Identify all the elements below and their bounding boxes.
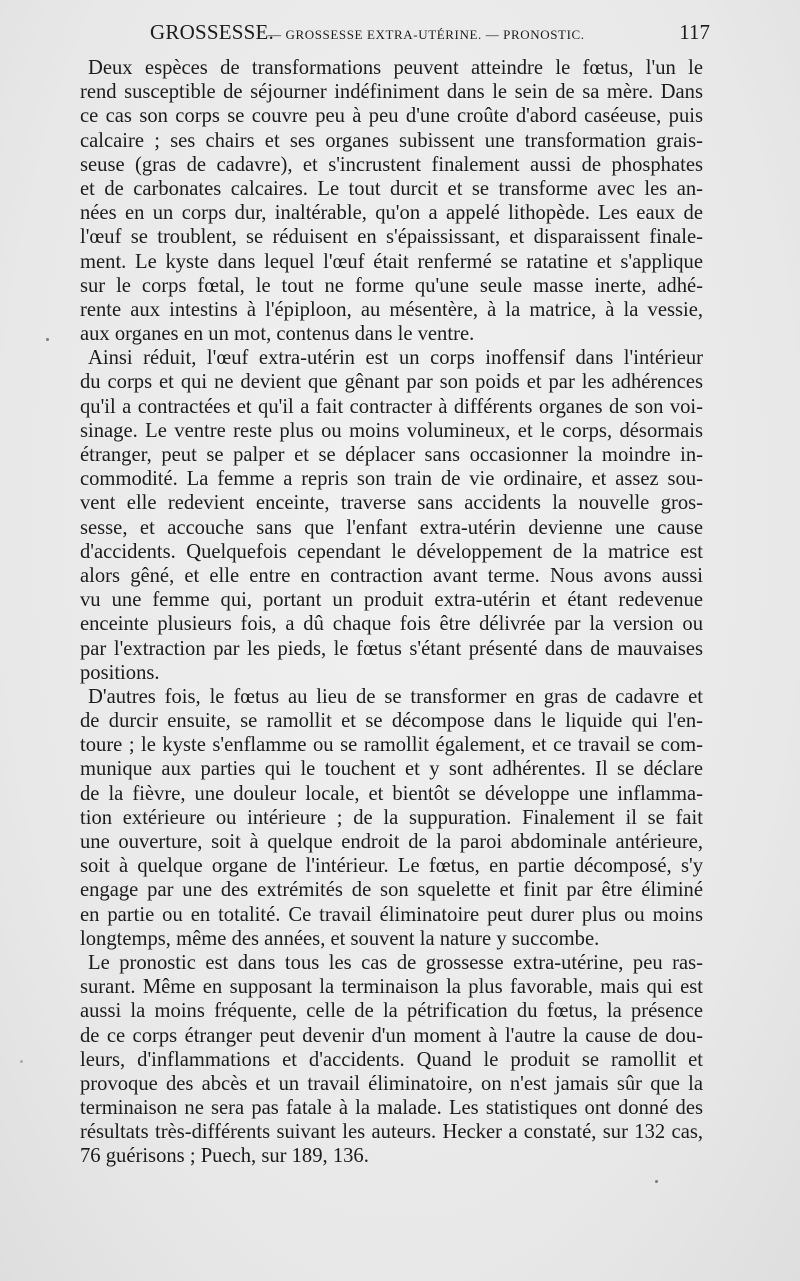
body-text xyxy=(80,56,703,1169)
paragraph-transformations xyxy=(80,56,703,346)
text-line: sinage. Le ventre reste plus ou moins volumineux, et le corps, désormais xyxy=(80,419,703,442)
text-line: étranger, peut se palper et se déplacer sans occasionner la moindre in- xyxy=(80,444,703,466)
paragraph-pronostic xyxy=(80,951,703,1169)
text-line: munique aux parties qui le touchent et y sont adhérentes. Il se déclare xyxy=(80,758,703,781)
text-line: ce cas son corps se couvre peu à peu d'une croûte d'abord caséeuse, puis xyxy=(80,105,703,128)
text-line: alors gêné, et elle entre en contraction avant terme. Nous avons aussi xyxy=(80,564,703,587)
text-line: seuse (gras de cadavre), et s'incrustent finalement aussi de phosphates xyxy=(80,153,703,176)
text-line: longtemps, même des années, et souvent la nature y succombe. xyxy=(80,927,600,950)
text-line: toure ; le kyste s'enflamme ou se ramollit également, et ce travail se com- xyxy=(80,734,703,757)
text-line: Ainsi réduit, l'œuf extra-utérin est un corps inoffensif dans l'intérieur xyxy=(88,347,703,370)
text-line: résultats très-différents suivant les auteurs. Hecker a constaté, sur 132 cas, xyxy=(80,1121,703,1144)
text-line: commodité. La femme a repris son train de vie ordinaire, et assez sou- xyxy=(80,468,703,491)
text-line: l'œuf se troublent, se réduisent en s'épaississant, et disparaissent finale- xyxy=(80,226,703,249)
text-line: aux organes en un mot, contenus dans le ventre. xyxy=(80,323,475,346)
ink-speck xyxy=(655,1180,658,1183)
text-line: ment. Le kyste dans lequel l'œuf était renfermé se ratatine et s'applique xyxy=(80,250,703,273)
text-line: une ouverture, soit à quelque endroit de la paroi abdominale antérieure, xyxy=(80,831,703,853)
text-line: rente aux intestins à l'épiploon, au mésentère, à la matrice, à la vessie, xyxy=(80,298,703,321)
text-line: Le pronostic est dans tous les cas de grossesse extra-utérine, peu ras- xyxy=(88,951,703,974)
page-header xyxy=(150,18,710,48)
text-line: provoque des abcès et un travail éliminatoire, on n'est jamais sûr que la xyxy=(80,1072,703,1095)
text-line: engage par une des extrémités de son squelette et finit par être éliminé xyxy=(80,879,703,902)
page-number: 117 xyxy=(679,20,710,44)
text-line: enceinte plusieurs fois, a dû chaque fois être délivrée par la version ou xyxy=(80,613,703,636)
text-line: rend susceptible de séjourner indéfiniment dans le sein de sa mère. Dans xyxy=(80,81,703,104)
text-line: du corps et qui ne devient que gênant par son poids et par les adhérences xyxy=(80,371,703,394)
text-line: sur le corps fœtal, le tout ne forme qu'une seule masse inerte, adhé- xyxy=(80,274,703,297)
text-line: positions. xyxy=(80,661,160,684)
text-line: en partie ou en totalité. Ce travail éliminatoire peut durer plus ou moins xyxy=(80,903,703,926)
text-line: vent elle redevient enceinte, traverse sans accidents la nouvelle gros- xyxy=(80,492,703,515)
text-line: leurs, d'inflammations et d'accidents. Quand le produit se ramollit et xyxy=(80,1048,703,1071)
text-line: sesse, et accouche sans que l'enfant extra-utérin devienne une cause xyxy=(80,516,703,539)
text-line: par l'extraction par les pieds, le fœtus s'étant présenté dans de mauvaises xyxy=(80,637,703,660)
text-line: de la fièvre, une douleur locale, et bientôt se développe une inflamma- xyxy=(80,782,703,805)
text-line: aussi la moins fréquente, celle de la pétrification du fœtus, la présence xyxy=(80,1000,703,1023)
text-line: calcaire ; ses chairs et ses organes subissent une transformation grais- xyxy=(80,129,703,152)
text-line: tion extérieure ou intérieure ; de la suppuration. Finalement il se fait xyxy=(80,806,703,829)
text-line: terminaison ne sera pas fatale à la malade. Les statistiques ont donné des xyxy=(80,1097,703,1120)
text-line: 76 guérisons ; Puech, sur 189, 136. xyxy=(80,1145,369,1168)
text-line: nées en un corps dur, inaltérable, qu'on a appelé lithopède. Les eaux de xyxy=(80,202,703,225)
text-line: surant. Même en supposant la terminaison la plus favorable, mais qui est xyxy=(80,976,703,999)
text-line: Deux espèces de transformations peuvent atteindre le fœtus, l'un le xyxy=(88,57,703,79)
running-title: GROSSESSE. xyxy=(150,20,274,44)
text-line: D'autres fois, le fœtus au lieu de se transformer en gras de cadavre et xyxy=(88,685,703,708)
text-line: de ce corps étranger peut devenir d'un moment à l'autre la cause de dou- xyxy=(80,1024,703,1047)
text-line: de durcir ensuite, se ramollit et se décompose dans le liquide qui l'en- xyxy=(80,710,703,733)
section-subtitle: — GROSSESSE EXTRA-UTÉRINE. — PRONOSTIC. xyxy=(268,27,585,42)
ink-speck xyxy=(46,338,49,341)
text-line: vu une femme qui, portant un produit extra-utérin et étant redevenue xyxy=(80,589,703,612)
text-line: qu'il a contractées et qu'il a fait contracter à différents organes de son voi- xyxy=(80,395,703,418)
ink-speck xyxy=(20,1060,23,1063)
paragraph-ainsi-reduit xyxy=(80,346,703,685)
text-line: et de carbonates calcaires. Le tout durcit et se transforme avec les an- xyxy=(80,177,703,200)
paragraph-autres-fois xyxy=(80,685,703,951)
text-line: d'accidents. Quelquefois cependant le développement de la matrice est xyxy=(80,540,703,563)
text-line: soit à quelque organe de l'intérieur. Le fœtus, en partie décomposé, s'y xyxy=(80,855,703,878)
